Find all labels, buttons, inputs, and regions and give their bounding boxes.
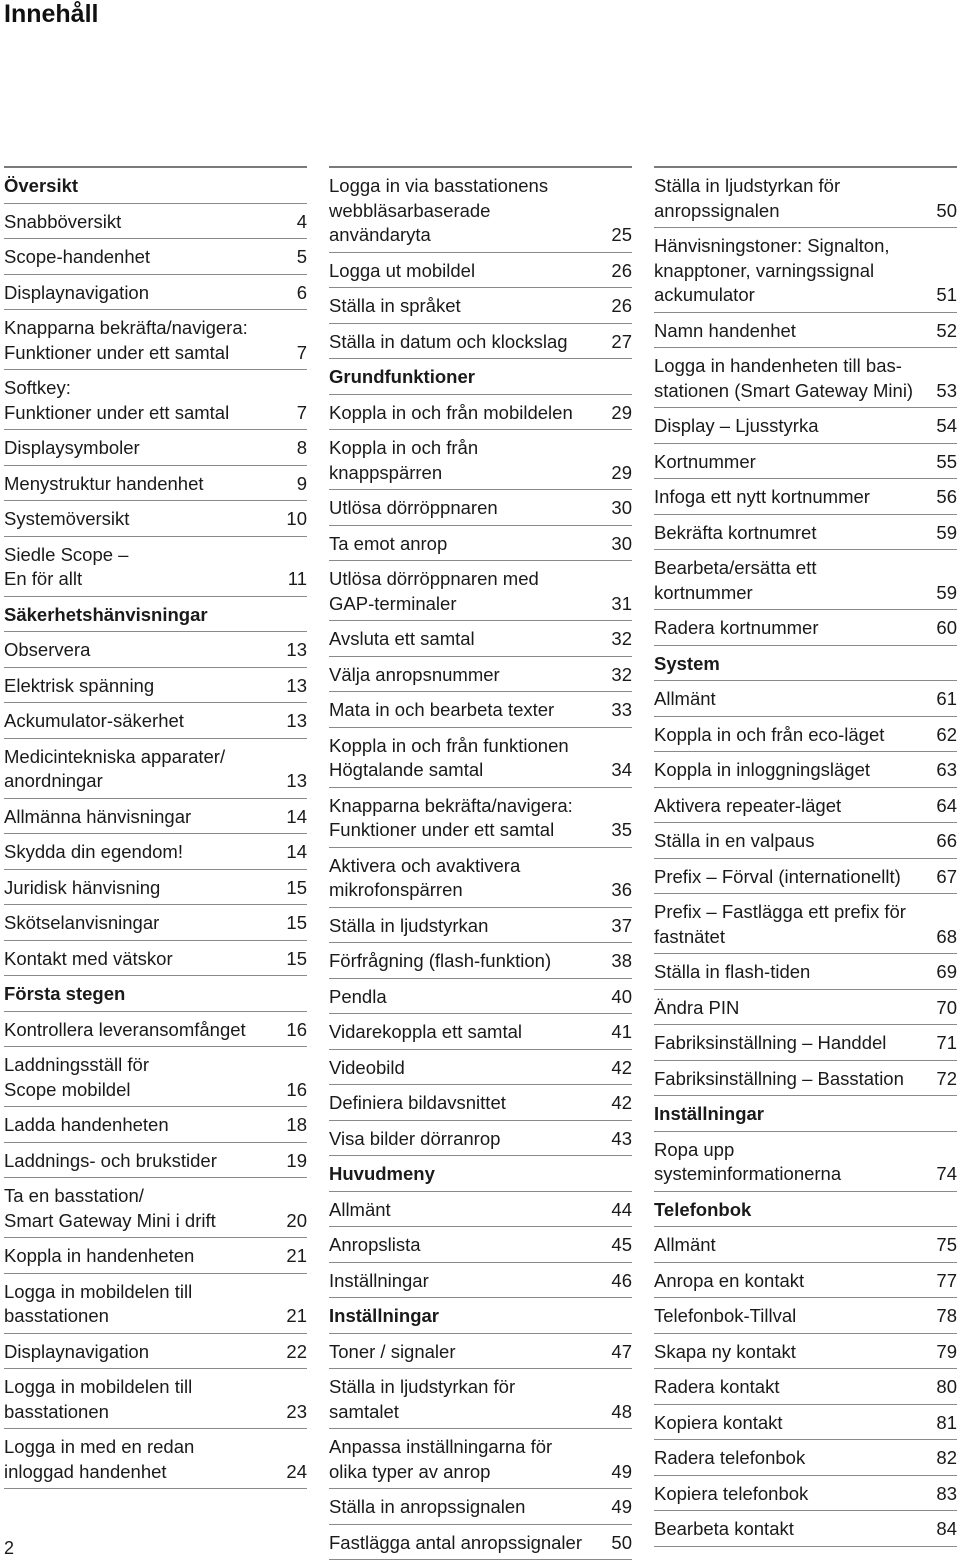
toc-entry-title: Kopiera telefonbok: [654, 1482, 809, 1504]
toc-entry-page: 6: [296, 281, 307, 303]
toc-entry: [654, 1263, 957, 1299]
toc-entry-page: 25: [611, 224, 632, 245]
toc-entry-title: Anropa en kontakt: [654, 1269, 805, 1291]
toc-entry-page: 13: [286, 710, 307, 731]
toc-entry-page: 66: [936, 830, 957, 851]
toc-entry-title: Logga ut mobildel: [329, 259, 476, 281]
toc-entry-page: 40: [611, 985, 632, 1007]
toc-entry-page: 46: [611, 1269, 632, 1291]
toc-entry: [654, 1440, 957, 1476]
toc-entry: [329, 1429, 632, 1489]
toc-entry-title: Koppla in och från mobildelen: [329, 401, 573, 423]
toc-entry: [329, 526, 632, 562]
toc-entry-page: 10: [286, 508, 307, 529]
toc-entry-page: 8: [296, 437, 307, 458]
toc-entry-page: 42: [611, 1056, 632, 1078]
toc-entry: [654, 1369, 957, 1405]
toc-entry-title: Aktivera och avaktivera mikrofonspärren: [329, 854, 521, 900]
toc-entry-title: Koppla in och från knappspärren: [329, 437, 479, 483]
toc-entry-title: Anropslista: [329, 1234, 421, 1255]
toc-entry-title: Ställa in ljudstyrkan: [329, 914, 489, 936]
toc-entry: [329, 1525, 632, 1561]
toc-entry-page: 13: [286, 674, 307, 696]
toc-entry-title: Anpassa inställningarna för olika typer av anrop: [329, 1436, 553, 1482]
toc-entry-title: Telefonbok: [654, 1198, 752, 1220]
toc-entry: [329, 621, 632, 657]
toc-entry-page: 84: [936, 1518, 957, 1539]
toc-entry: [4, 430, 307, 466]
toc-entry-page: 13: [286, 770, 307, 791]
toc-entry-title: Hänvisningstoner: Signalton, knapptoner, varningssignal ackumulator: [654, 235, 890, 305]
toc-entry-title: Förfrågning (flash-funktion): [329, 950, 552, 971]
toc-entry-page: 11: [287, 568, 307, 589]
toc-entry-page: 64: [936, 794, 957, 816]
toc-entry: [654, 1061, 957, 1097]
toc-entry: [329, 1227, 632, 1263]
toc-entry-page: 75: [936, 1234, 957, 1255]
toc-entry-title: Allmänt: [654, 1234, 716, 1255]
toc-entry-page: 20: [286, 1209, 307, 1231]
toc-entry: [654, 1405, 957, 1441]
toc-entry-title: Displaynavigation: [4, 281, 150, 303]
toc-entry-page: 7: [296, 341, 307, 363]
toc-entry: [4, 537, 307, 597]
toc-entry-page: 32: [611, 663, 632, 685]
toc-entry-page: 27: [611, 330, 632, 352]
toc-entry: [654, 1025, 957, 1061]
toc-entry-title: Systemöversikt: [4, 508, 130, 529]
toc-entry: [329, 490, 632, 526]
toc-entry-title: Videobild: [329, 1056, 405, 1078]
toc-entry-page: 7: [296, 401, 307, 423]
toc-entry-page: 43: [611, 1127, 632, 1149]
toc-entry-title: Prefix – Fastlägga ett prefix för fastnätet: [654, 901, 906, 947]
toc-entry: [329, 692, 632, 728]
toc-entry-title: Första stegen: [4, 983, 126, 1004]
toc-entry: [654, 990, 957, 1026]
toc-entry-page: 21: [286, 1245, 307, 1266]
toc-entry-title: Ta en basstation/ Smart Gateway Mini i drift: [4, 1185, 216, 1231]
toc-entry-title: Bekräfta kortnumret: [654, 521, 817, 543]
toc-entry-title: Ställa in anropssignalen: [329, 1496, 526, 1517]
toc-entry-page: 60: [936, 617, 957, 638]
toc-entry-page: 81: [936, 1411, 957, 1433]
toc-entry-page: 63: [936, 759, 957, 780]
toc-entry-page: 44: [611, 1198, 632, 1220]
toc-entry-title: Menystruktur handenhet: [4, 472, 204, 494]
toc-entry-page: 70: [936, 996, 957, 1018]
toc-entry-title: Ställa in språket: [329, 295, 461, 316]
toc-entry-page: 59: [936, 581, 957, 603]
toc-entry-title: Kontrollera leveransomfånget: [4, 1018, 246, 1040]
toc-entry-title: Laddnings- och brukstider: [4, 1149, 217, 1171]
toc-entry-title: Utlösa dörröppnaren: [329, 497, 498, 518]
toc-entry-page: 51: [936, 284, 957, 305]
toc-entry-page: 33: [611, 699, 632, 720]
toc-entry-page: 29: [611, 461, 632, 483]
toc-entry-title: Ställa in ljudstyrkan för samtalet: [329, 1376, 516, 1422]
toc-entry: [654, 313, 957, 349]
toc-column-2: [329, 166, 632, 1560]
toc-entry: [4, 1238, 307, 1274]
toc-entry: [4, 632, 307, 668]
toc-entry-title: Displaynavigation: [4, 1340, 150, 1362]
toc-entry-title: Telefonbok-Tillval: [654, 1305, 797, 1326]
toc-section-heading: [4, 976, 307, 1012]
toc-entry-page: 69: [936, 961, 957, 982]
toc-entry-title: Visa bilder dörranrop: [329, 1127, 501, 1149]
toc-entry-title: Logga in mobildelen till basstationen: [4, 1376, 193, 1422]
toc-entry: [329, 430, 632, 490]
toc-entry: [654, 1511, 957, 1547]
toc-entry: [4, 1012, 307, 1048]
toc-entry-page: 74: [936, 1163, 957, 1184]
toc-entry-page: 14: [286, 841, 307, 862]
toc-entry-page: 77: [936, 1269, 957, 1291]
toc-entry-page: 52: [936, 319, 957, 341]
toc-entry-page: 34: [611, 759, 632, 780]
toc-entry-page: 78: [936, 1305, 957, 1326]
toc-entry-page: 68: [936, 925, 957, 947]
toc-entry-page: 13: [286, 639, 307, 660]
toc-entry: [4, 310, 307, 370]
toc-entry-title: Skötselanvisningar: [4, 912, 160, 933]
toc-entry-page: 42: [611, 1092, 632, 1113]
toc-entry: [4, 905, 307, 941]
toc-entry: [654, 610, 957, 646]
toc-entry-title: Ställa in ljudstyrkan för anropssignalen: [654, 175, 841, 221]
toc-entry-page: 16: [286, 1078, 307, 1100]
toc-entry: [4, 739, 307, 799]
toc-entry-page: 38: [611, 950, 632, 971]
toc-entry: [4, 703, 307, 739]
toc-entry-title: Grundfunktioner: [329, 366, 475, 387]
toc-entry: [329, 1334, 632, 1370]
toc-entry-title: Skydda din egendom!: [4, 841, 183, 862]
toc-entry-title: Huvudmeny: [329, 1163, 435, 1184]
toc-entry: [4, 834, 307, 870]
toc-entry: [329, 788, 632, 848]
toc-entry-page: 26: [611, 295, 632, 316]
toc-entry-title: Aktivera repeater-läget: [654, 794, 842, 816]
toc-entry: [329, 288, 632, 324]
toc-entry: [4, 1369, 307, 1429]
toc-entry-title: Bearbeta kontakt: [654, 1518, 794, 1539]
toc-entry: [4, 370, 307, 430]
toc-entry-page: 55: [936, 450, 957, 472]
toc-entry-title: Vidarekoppla ett samtal: [329, 1021, 522, 1042]
toc-entry-title: Displaysymboler: [4, 437, 140, 458]
toc-entry-title: Ladda handenheten: [4, 1114, 169, 1135]
toc-entry-title: Allmänna hänvisningar: [4, 805, 192, 827]
toc-entry-title: Ändra PIN: [654, 996, 740, 1018]
toc-entry-title: Laddningsställ för Scope mobildel: [4, 1054, 150, 1100]
toc-entry-page: 19: [286, 1149, 307, 1171]
toc-entry-title: Ställa in flash-tiden: [654, 961, 811, 982]
toc-entry: [4, 870, 307, 906]
toc-entry-page: 50: [611, 1531, 632, 1553]
toc-entry-title: Avsluta ett samtal: [329, 628, 475, 649]
toc-entry-page: 30: [611, 497, 632, 518]
toc-entry-page: 71: [936, 1032, 957, 1053]
toc-entry-page: 21: [286, 1305, 307, 1326]
toc-entry-title: Ställa in datum och klockslag: [329, 330, 568, 352]
toc-entry-title: Pendla: [329, 985, 387, 1007]
toc-entry: [329, 1369, 632, 1429]
toc-entry: [4, 1178, 307, 1238]
toc-entry: [329, 1489, 632, 1525]
toc-entry-title: Koppla in handenheten: [4, 1245, 195, 1266]
toc-entry-title: Radera telefonbok: [654, 1447, 806, 1468]
toc-entry-title: Ta emot anrop: [329, 532, 448, 554]
toc-entry: [329, 253, 632, 289]
toc-entry-title: Ropa upp systeminformationerna: [654, 1138, 842, 1184]
toc-entry-page: 15: [286, 947, 307, 969]
toc-entry-title: Bearbeta/ersätta ett kortnummer: [654, 557, 817, 603]
toc-entry-title: Mata in och bearbeta texter: [329, 699, 555, 720]
toc-entry: [654, 228, 957, 313]
toc-entry-title: Fabriksinställning – Handdel: [654, 1032, 887, 1053]
toc-entry: [4, 1334, 307, 1370]
toc-section-heading: [4, 168, 307, 204]
toc-entry-page: 53: [936, 379, 957, 401]
toc-entry: [329, 561, 632, 621]
toc-entry-page: 24: [286, 1460, 307, 1482]
toc-entry-title: Fabriksinställning – Basstation: [654, 1067, 904, 1089]
toc-section-heading: [654, 1096, 957, 1132]
toc-column-3: [654, 166, 957, 1547]
toc-entry-page: 18: [286, 1114, 307, 1135]
toc-entry-page: 79: [936, 1340, 957, 1362]
toc-entry-title: Display – Ljusstyrka: [654, 415, 819, 436]
toc-entry: [329, 1121, 632, 1157]
toc-entry-page: 56: [936, 486, 957, 507]
toc-entry-title: Radera kortnummer: [654, 617, 819, 638]
toc-entry: [329, 1014, 632, 1050]
toc-entry-page: 67: [936, 865, 957, 887]
toc-entry-title: Skapa ny kontakt: [654, 1340, 796, 1362]
toc-column-1: [4, 166, 307, 1489]
toc-entry-title: Allmänt: [329, 1198, 391, 1220]
toc-entry: [654, 168, 957, 228]
toc-entry-title: Säkerhetshänvisningar: [4, 603, 208, 625]
toc-entry: [329, 168, 632, 253]
toc-entry-page: 29: [611, 401, 632, 423]
toc-entry: [329, 1085, 632, 1121]
toc-section-heading: [329, 359, 632, 395]
toc-entry-title: System: [654, 652, 720, 674]
toc-entry-title: Medicintekniska apparater/ anordningar: [4, 745, 226, 791]
toc-entry-page: 72: [936, 1067, 957, 1089]
toc-entry: [654, 894, 957, 954]
toc-entry-page: 80: [936, 1376, 957, 1397]
toc-entry-title: Koppla in och från funktionen Högtalande samtal: [329, 734, 569, 780]
toc-entry-title: Översikt: [4, 175, 79, 196]
toc-entry-page: 82: [936, 1447, 957, 1468]
toc-entry-page: 26: [611, 259, 632, 281]
toc-entry: [654, 859, 957, 895]
toc-entry: [329, 657, 632, 693]
toc-entry-page: 14: [286, 805, 307, 827]
toc-entry-title: Definiera bildavsnittet: [329, 1092, 506, 1113]
toc-entry: [329, 324, 632, 360]
toc-entry-page: 54: [936, 415, 957, 436]
toc-entry: [329, 728, 632, 788]
toc-entry: [654, 954, 957, 990]
toc-entry-page: 59: [936, 521, 957, 543]
toc-entry: [329, 1192, 632, 1228]
toc-entry: [4, 239, 307, 275]
toc-entry-page: 37: [611, 914, 632, 936]
toc-entry: [4, 501, 307, 537]
toc-entry: [654, 479, 957, 515]
toc-entry-title: Ställa in en valpaus: [654, 830, 815, 851]
toc-entry: [329, 395, 632, 431]
toc-entry-title: Logga in handenheten till bas- stationen (Smart Gateway Mini): [654, 355, 914, 401]
toc-entry-title: Prefix – Förval (internationellt): [654, 865, 901, 887]
toc-entry: [654, 823, 957, 859]
toc-entry-title: Scope-handenhet: [4, 246, 151, 267]
toc-entry-title: Siedle Scope – En för allt: [4, 543, 129, 589]
toc-entry-title: Ackumulator-säkerhet: [4, 710, 184, 731]
toc-entry: [4, 668, 307, 704]
toc-entry: [654, 717, 957, 753]
toc-entry-title: Allmänt: [654, 688, 716, 709]
toc-entry-title: Koppla in inloggningsläget: [654, 759, 871, 780]
toc-entry-page: 32: [611, 628, 632, 649]
toc-entry: [654, 1476, 957, 1512]
toc-entry-title: Juridisk hänvisning: [4, 876, 161, 898]
toc-entry-title: Utlösa dörröppnaren med GAP-terminaler: [329, 568, 539, 614]
toc-entry-page: 15: [286, 912, 307, 933]
toc-entry-title: Kontakt med vätskor: [4, 947, 173, 969]
toc-entry: [329, 979, 632, 1015]
toc-entry-page: 35: [611, 819, 632, 840]
toc-entry-page: 15: [286, 876, 307, 898]
toc-entry: [654, 1132, 957, 1192]
toc-entry-page: 4: [296, 210, 307, 232]
toc-entry: [654, 752, 957, 788]
toc-section-heading: [4, 597, 307, 633]
toc-entry-page: 61: [936, 688, 957, 709]
toc-entry-page: 48: [611, 1400, 632, 1422]
toc-entry: [654, 1227, 957, 1263]
toc-section-heading: [654, 646, 957, 682]
toc-entry-title: Logga in via basstationens webbläsarbaserade användaryta: [329, 175, 549, 245]
toc-entry-page: 36: [611, 879, 632, 900]
toc-entry: [654, 408, 957, 444]
toc-entry-title: Koppla in och från eco-läget: [654, 723, 885, 745]
toc-entry: [654, 550, 957, 610]
toc-entry-page: 49: [611, 1460, 632, 1482]
toc-entry: [4, 204, 307, 240]
toc-entry-title: Observera: [4, 639, 91, 660]
toc-entry-title: Elektrisk spänning: [4, 674, 155, 696]
page-title: Innehåll: [4, 0, 99, 28]
toc-entry-page: 5: [296, 246, 307, 267]
toc-entry-title: Softkey: Funktioner under ett samtal: [4, 377, 230, 423]
toc-entry: [4, 799, 307, 835]
toc-entry-title: Knapparna bekräfta/navigera: Funktioner under ett samtal: [329, 794, 573, 840]
toc-entry-title: Infoga ett nytt kortnummer: [654, 486, 870, 507]
toc-entry: [329, 1263, 632, 1299]
toc-entry: [4, 1047, 307, 1107]
toc-entry-page: 83: [936, 1482, 957, 1504]
toc-entry-page: 49: [611, 1496, 632, 1517]
toc-entry: [4, 1429, 307, 1489]
toc-entry-title: Logga in med en redan inloggad handenhet: [4, 1436, 195, 1482]
toc-entry-page: 50: [936, 199, 957, 221]
toc-entry: [4, 1107, 307, 1143]
toc-entry-title: Snabböversikt: [4, 210, 122, 232]
toc-entry-title: Knapparna bekräfta/navigera: Funktioner under ett samtal: [4, 317, 248, 363]
toc-entry: [654, 348, 957, 408]
toc-entry-page: 22: [286, 1340, 307, 1362]
toc-entry-page: 31: [611, 592, 632, 614]
toc-entry: [4, 275, 307, 311]
toc-entry-title: Namn handenhet: [654, 319, 796, 341]
toc-section-heading: [654, 1192, 957, 1228]
toc-entry: [654, 788, 957, 824]
toc-entry-title: Inställningar: [329, 1269, 429, 1291]
toc-section-heading: [329, 1156, 632, 1192]
toc-entry: [329, 1050, 632, 1086]
toc-entry-page: 47: [611, 1340, 632, 1362]
toc-entry: [4, 1143, 307, 1179]
toc-entry-page: 62: [936, 723, 957, 745]
toc-entry-title: Välja anropsnummer: [329, 663, 500, 685]
toc-entry-page: 45: [611, 1234, 632, 1255]
toc-entry-page: 41: [611, 1021, 632, 1042]
toc-entry: [329, 943, 632, 979]
toc-entry: [4, 1274, 307, 1334]
toc-entry-title: Inställningar: [329, 1305, 439, 1326]
toc-entry-page: 16: [286, 1018, 307, 1040]
toc-entry-title: Logga in mobildelen till basstationen: [4, 1280, 193, 1326]
toc-section-heading: [329, 1298, 632, 1334]
toc-entry-page: 23: [286, 1400, 307, 1422]
toc-entry: [4, 466, 307, 502]
toc-entry-title: Inställningar: [654, 1103, 764, 1124]
toc-entry-title: Radera kontakt: [654, 1376, 780, 1397]
toc-entry-title: Kortnummer: [654, 450, 756, 472]
toc-entry: [654, 444, 957, 480]
toc-entry: [4, 941, 307, 977]
toc-entry: [329, 908, 632, 944]
toc-entry-title: Fastlägga antal anropssignaler: [329, 1531, 582, 1553]
toc-entry-title: Kopiera kontakt: [654, 1411, 783, 1433]
toc-entry: [654, 1298, 957, 1334]
page-number: 2: [4, 1538, 15, 1558]
toc-entry: [654, 515, 957, 551]
toc-entry: [654, 681, 957, 717]
toc-entry-page: 9: [296, 472, 307, 494]
toc-entry: [654, 1334, 957, 1370]
toc-entry-title: Toner / signaler: [329, 1340, 456, 1362]
toc-entry-page: 30: [611, 532, 632, 554]
toc-entry: [329, 848, 632, 908]
